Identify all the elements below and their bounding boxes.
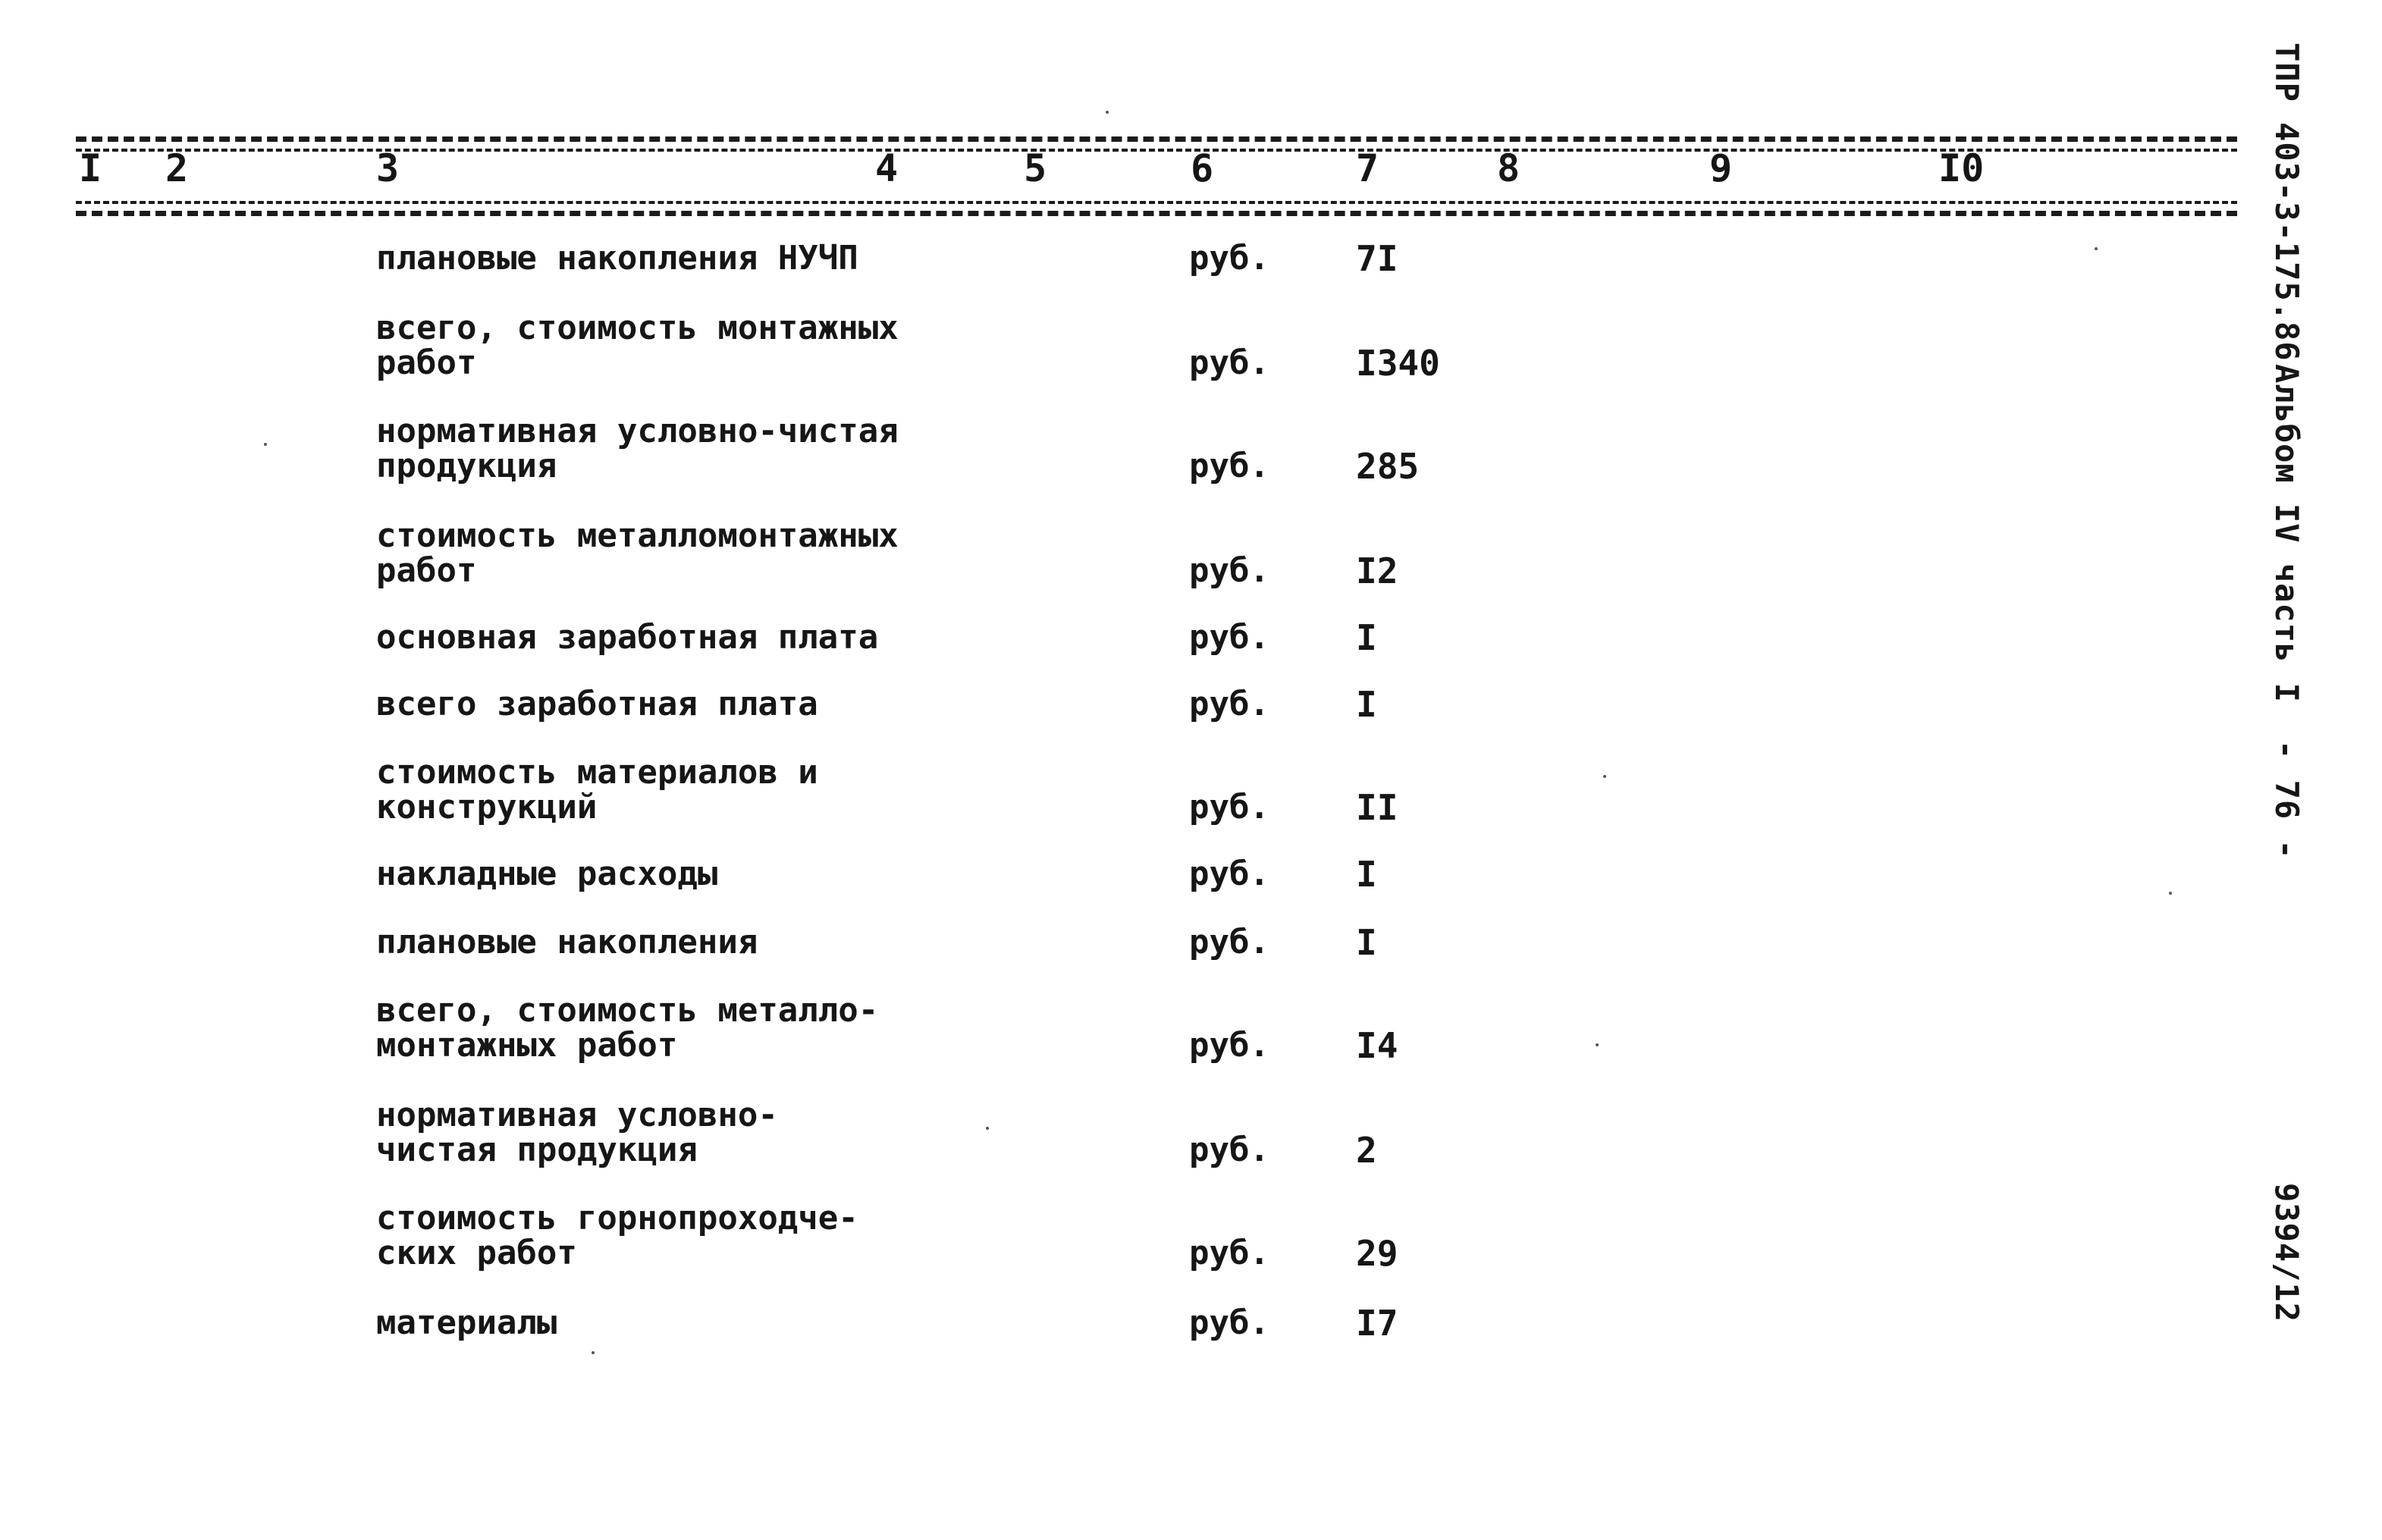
row-value: I7: [1356, 1303, 1398, 1344]
row-unit: руб.: [1189, 239, 1269, 278]
row-description-line1: нормативная условно-чистая: [376, 412, 899, 450]
header-bottom-rule-2: [76, 211, 2237, 216]
row-description: [376, 925, 983, 960]
row-description-line2: монтажных работ: [376, 1026, 678, 1065]
album-label: Альбом IV часть I: [2268, 364, 2305, 703]
row-description: [376, 857, 983, 892]
row-value: I340: [1356, 343, 1440, 384]
row-description-line1: стоимость металломонтажных: [376, 516, 899, 555]
page-number: - 76 -: [2268, 740, 2305, 860]
column-header-8: 8: [1497, 146, 1521, 190]
header-top-rule-2: [76, 149, 2237, 152]
row-unit: руб.: [1189, 1131, 1269, 1169]
archive-number: 9394/12: [2268, 1183, 2305, 1323]
scan-speck: [264, 443, 267, 446]
row-value: II: [1356, 787, 1398, 828]
row-value: I: [1356, 617, 1377, 658]
column-header-6: 6: [1191, 146, 1214, 190]
scan-speck: [592, 1351, 595, 1354]
row-description: [376, 993, 983, 1063]
row-description-line1: основная заработная плата: [376, 618, 879, 657]
row-unit: руб.: [1189, 1234, 1269, 1272]
column-header-5: 5: [1024, 146, 1047, 190]
row-value: I: [1356, 854, 1377, 895]
row-description-line2: продукция: [376, 447, 557, 485]
row-description-line1: плановые накопления НУЧП: [376, 239, 858, 278]
scan-speck: [2169, 892, 2172, 895]
row-description-line2: ских работ: [376, 1234, 577, 1272]
column-header-3: 3: [376, 146, 400, 190]
row-description-line1: всего, стоимость металло-: [376, 991, 879, 1030]
row-description: [376, 241, 983, 276]
row-unit: руб.: [1189, 447, 1269, 485]
document-code: ТПР 403-3-175.86: [2268, 42, 2305, 362]
row-description-line2: работ: [376, 551, 477, 590]
header-bottom-rule: [76, 201, 2237, 204]
row-value: I2: [1356, 550, 1398, 591]
row-description: [376, 1098, 983, 1168]
row-description-line1: плановые накопления: [376, 923, 758, 961]
scan-speck: [1106, 111, 1109, 114]
row-unit: руб.: [1189, 788, 1269, 826]
row-unit: руб.: [1189, 1303, 1269, 1342]
row-description-line1: накладные расходы: [376, 855, 718, 893]
row-description: [376, 755, 983, 825]
row-description-line2: работ: [376, 343, 477, 382]
column-header-9: 9: [1709, 146, 1733, 190]
column-header-10: I0: [1938, 146, 1985, 190]
row-unit: руб.: [1189, 1026, 1269, 1065]
scan-speck: [1596, 1043, 1599, 1046]
row-description-line1: материалы: [376, 1303, 557, 1342]
row-value: 29: [1356, 1233, 1398, 1274]
row-description: [376, 516, 983, 590]
row-description: [376, 1201, 983, 1271]
row-description: [376, 1303, 983, 1342]
row-value: 7I: [1356, 238, 1398, 279]
row-description-line2: чистая продукция: [376, 1131, 698, 1169]
row-unit: руб.: [1189, 343, 1269, 382]
row-value: I: [1356, 684, 1377, 725]
row-description-line1: всего, стоимость монтажных: [376, 309, 899, 347]
row-description-line1: всего заработная плата: [376, 685, 818, 723]
row-description: [376, 687, 983, 722]
row-description: [376, 311, 983, 381]
column-header-4: 4: [875, 146, 899, 190]
row-description-line1: нормативная условно-: [376, 1096, 778, 1134]
row-description-line2: конструкций: [376, 788, 598, 826]
row-value: 285: [1356, 446, 1420, 487]
row-unit: руб.: [1189, 551, 1269, 590]
row-unit: руб.: [1189, 855, 1269, 893]
row-unit: руб.: [1189, 685, 1269, 723]
column-header-1: I: [79, 146, 102, 190]
scan-speck: [1603, 775, 1606, 778]
column-header-7: 7: [1356, 146, 1379, 190]
row-value: I4: [1356, 1025, 1398, 1066]
row-description-line1: стоимость горнопроходче-: [376, 1199, 858, 1237]
row-description-line1: стоимость материалов и: [376, 753, 818, 792]
row-description: [376, 414, 983, 484]
row-value: 2: [1356, 1130, 1377, 1171]
scan-speck: [2095, 247, 2098, 250]
row-unit: руб.: [1189, 618, 1269, 657]
row-unit: руб.: [1189, 923, 1269, 961]
scan-speck: [986, 1127, 989, 1130]
header-top-rule: [76, 136, 2237, 142]
column-header-2: 2: [165, 146, 189, 190]
row-description: [376, 620, 983, 655]
row-value: I: [1356, 922, 1377, 963]
